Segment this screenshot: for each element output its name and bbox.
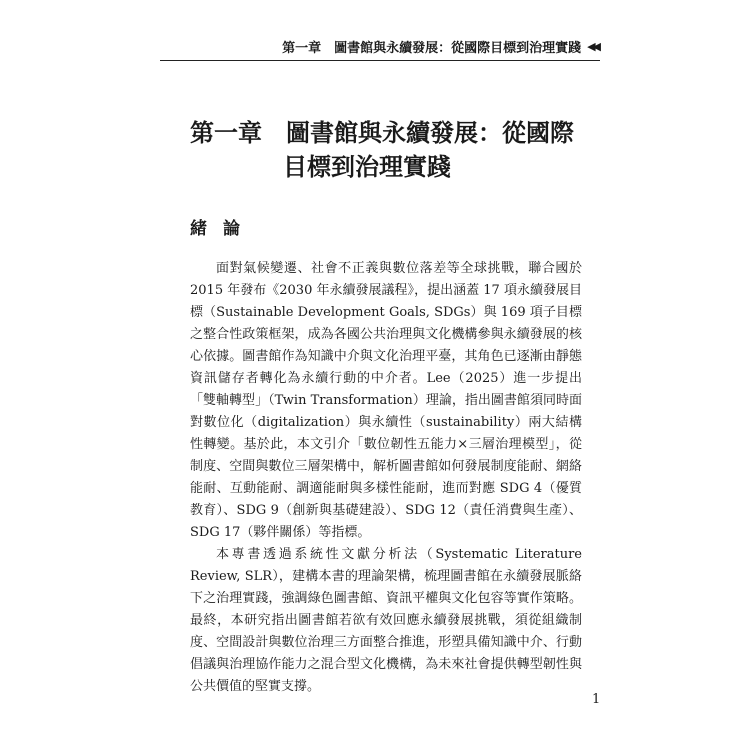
body-text (190, 258, 582, 698)
chapter-title-line2: 目標到治理實踐 (283, 152, 451, 181)
header-rule (160, 60, 600, 61)
chapter-title-line1 (190, 116, 590, 150)
chapter-marker-icon: ◀◀ (587, 40, 598, 53)
chapter-title-text1: 圖書館與永續發展：從國際 (286, 118, 574, 147)
chapter-number: 第一章 (190, 118, 262, 147)
paragraph-1: 面對氣候變遷、社會不正義與數位落差等全球挑戰，聯合國於2015 年發布《2030 年永續發展議程》，提出涵蓋 17 項永續發展目標（Sustainable Development Goals, SDGs）與 169 項子目標之整合性政策框架，成為各國公共治理與文化機構參與永續發展的核心依據。圖書館作為知識中介與文化治理平臺，其角色已逐漸由靜態資訊儲存者轉化為永續行動的中介者。Lee（2025）進一步提出「雙軸轉型」（Twin Transformation）理論，指出圖書館須同時面對數位化（digitalization）與永續性（sustainability）兩大結構性轉變。基於此，本文引介「數位韌性五能力×三層治理模型」，從制度、空間與數位三層架構中，解析圖書館如何發展制度能耐、網絡能耐、互動能耐、調適能耐與多樣性能耐，進而對應 SDG 4（優質教育）、SDG 9（創新與基礎建設）、SDG 12（責任消費與生產）、SDG 17（夥伴關係）等指標。 (190, 261, 582, 540)
running-head (282, 37, 598, 56)
running-head-text: 第一章 圖書館與永續發展：從國際目標到治理實踐 (282, 41, 582, 56)
section-heading: 緒論 (190, 219, 256, 239)
page-number: 1 (592, 692, 601, 707)
chapter-title (190, 116, 590, 184)
paragraph-2: 本專書透過系統性文獻分析法（Systematic Literature Review, SLR），建構本書的理論架構，梳理圖書館在永續發展脈絡下之治理實踐，強調綠色圖書館、資訊平權與文化包容等實作策略。最終，本研究指出圖書館若欲有效回應永續發展挑戰，須從組織制度、空間設計與數位治理三方面整合推進，形塑具備知識中介、行動倡議與治理協作能力之混合型文化機構，為未來社會提供轉型韌性與公共價值的堅實支撐。 (190, 547, 582, 694)
